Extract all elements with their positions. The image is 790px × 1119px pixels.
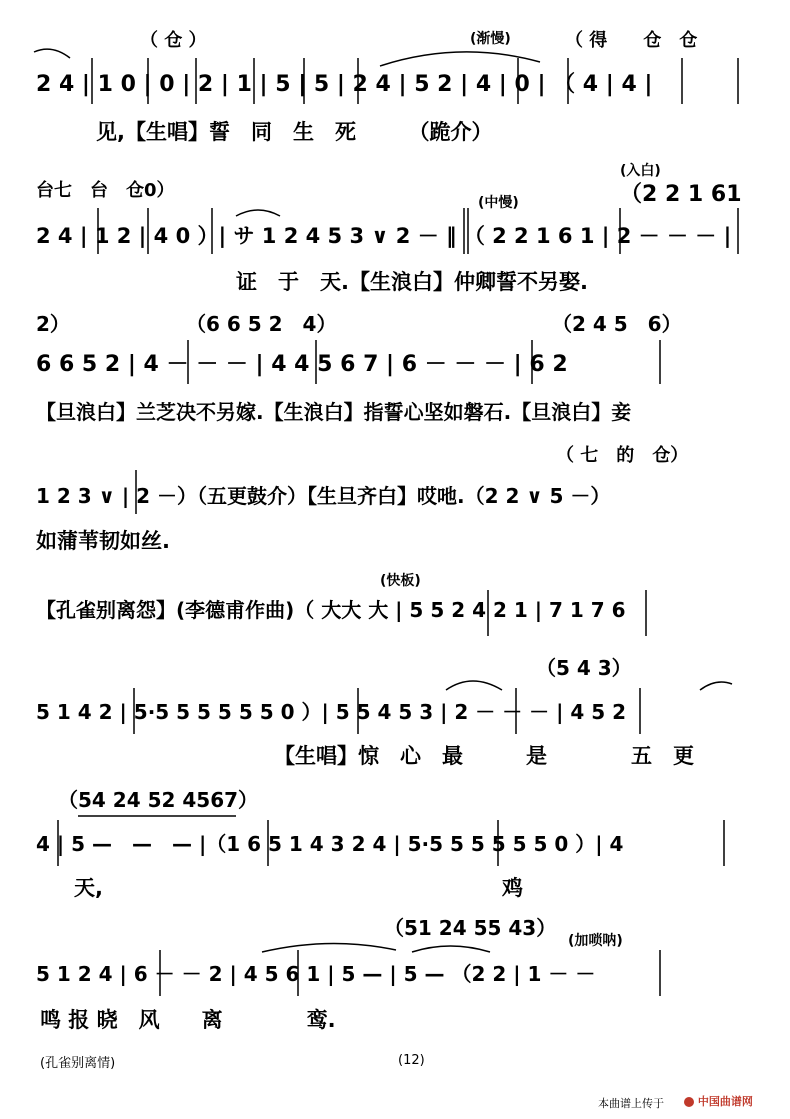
footer-title: (孔雀别离情) <box>40 1056 116 1071</box>
lyrics-line7: 天, 鸡 <box>74 876 523 900</box>
notes-line3-bracket-b: （2 4 5 6） <box>552 312 682 336</box>
notes-line8: 5 1 2 4 | 6 － － 2 | 4 5 6 1 | 5 — | 5 — （2 2 | 1 － － <box>36 962 596 986</box>
notes-line5: 【孔雀别离怨】(李德甫作曲)（ 大大 大 | 5 5 2 4 2 1 | 7 1 7 6 <box>36 598 626 622</box>
tempo-mark-1: (渐慢) <box>470 31 511 47</box>
lyrics-line1: 见,【生唱】誓 同 生 死 （跪介） <box>96 120 493 144</box>
notes-line6-upper: （5 4 3） <box>536 656 632 680</box>
notes-line4: 1 2 3 ∨ | 2 －）（五更鼓介）【生旦齐白】哎吔.（2 2 ∨ 5 －） <box>36 484 611 508</box>
percussion-line1b: （ 得 仓 仓 <box>565 30 698 51</box>
slur <box>380 52 540 66</box>
site-logo-text: 中国曲谱网 <box>697 1095 753 1108</box>
lyrics-line8: 鸣 报 晓 风 离 鸾. <box>40 1008 336 1032</box>
notes-line7-upper: （54 24 52 4567） <box>58 788 259 812</box>
logo-icon <box>684 1097 694 1107</box>
upload-note: 本曲谱上传于 <box>598 1097 664 1110</box>
notes-line3: 6 6 5 2 | 4 － － － | 4 4 5 6 7 | 6 － － － | 6 2 <box>36 352 568 377</box>
percussion-line2: 台七 台 仓0） <box>36 180 175 201</box>
slur <box>34 49 70 58</box>
notes-line8-upper: （51 24 55 43） <box>384 916 557 940</box>
lyrics-line6: 【生唱】惊 心 最 是 五 更 <box>274 744 694 768</box>
notes-line2: 2 4 | 1 2 | 4 0 ）| サ 1 2 4 5 3 ∨ 2 － ‖ （ 2 2 1 6 1 | 2 － － － | <box>36 224 732 248</box>
notes-line3-prefix: 2） <box>36 312 70 336</box>
page-number: (12) <box>398 1053 425 1068</box>
site-logo <box>684 1096 753 1107</box>
notes-line7: 4 | 5 — — — |（1 6 5 1 4 3 2 4 | 5·5 5 5 5 5 5 0 ）| 4 <box>36 832 624 856</box>
lyrics-line2: 证 于 天.【生浪白】仲卿誓不另娶. <box>236 270 588 294</box>
lyrics-line4: 如蒲苇韧如丝. <box>36 529 170 553</box>
instrument-mark: (加唢呐) <box>568 933 623 949</box>
lyrics-line3: 【旦浪白】兰芝决不另嫁.【生浪白】指誓心坚如磐石.【旦浪白】妾 <box>36 400 632 424</box>
notes-line1: 2 4 | 1 0 | 0 | 2 | 1 | 5 | 5 | 2 4 | 5 2 | 4 | 0 | （ 4 | 4 | <box>36 72 653 97</box>
notes-line6: 5 1 4 2 | 5·5 5 5 5 5 5 0 ）| 5 5 4 5 3 | 2 － － － | 4 5 2 <box>36 700 627 724</box>
tempo-mark-2: (中慢) <box>478 195 519 211</box>
entry-speech-mark: (入白) <box>620 163 661 179</box>
notes-line2-upper: （2 2 1 61 <box>620 182 742 207</box>
notes-line3-bracket-a: （6 6 5 2 4） <box>186 312 337 336</box>
percussion-line1a: （ 仓 ） <box>140 30 207 51</box>
percussion-line4: （ 七 的 仓） <box>556 445 689 466</box>
tempo-mark-3: (快板) <box>380 573 421 589</box>
